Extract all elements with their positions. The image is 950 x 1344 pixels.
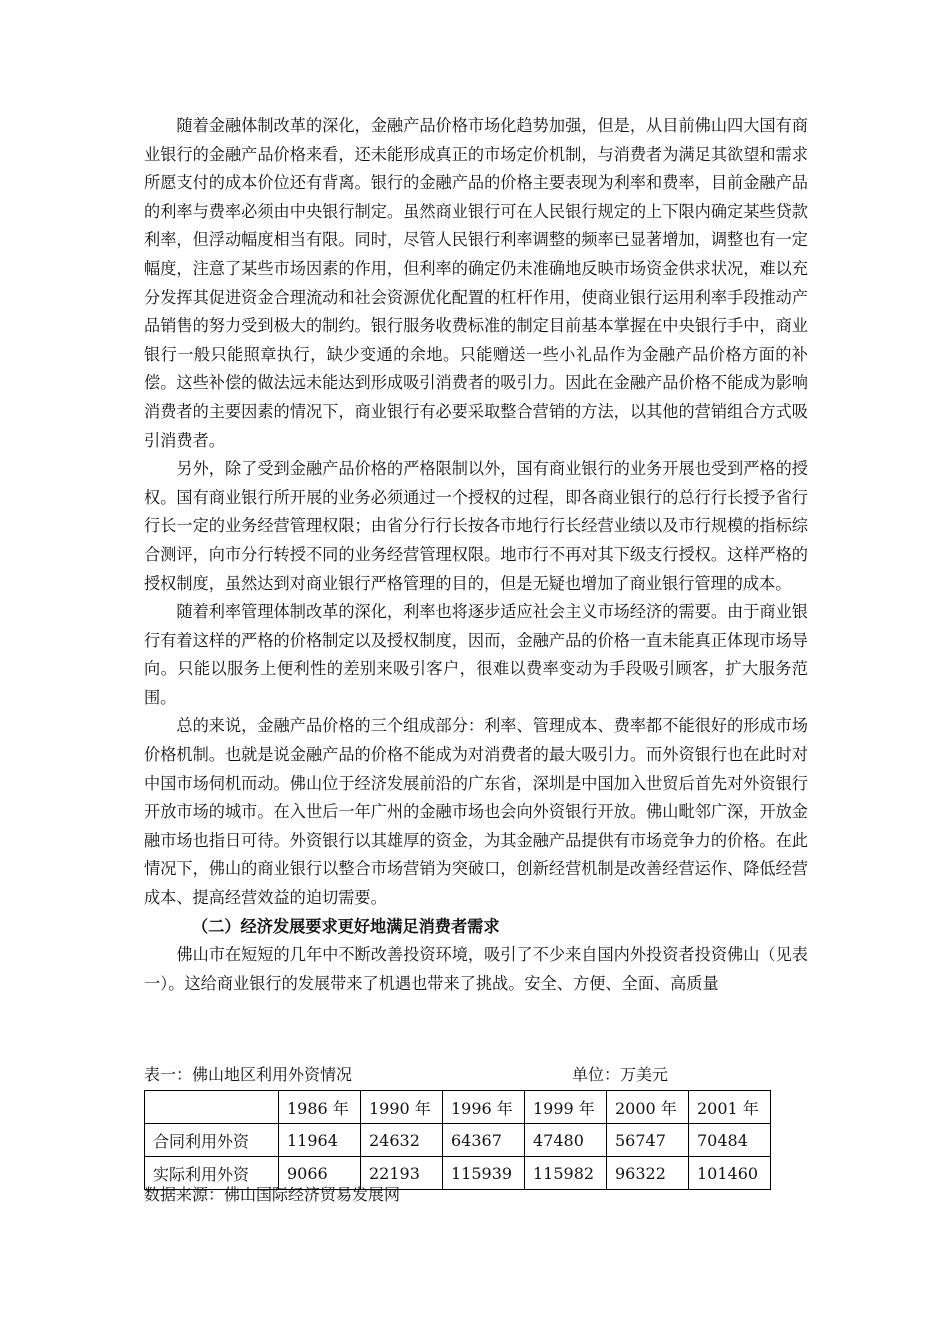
- table-header-cell: 1996 年: [443, 1091, 525, 1124]
- table-unit: 单位：万美元: [572, 1065, 669, 1084]
- table-cell: 9066: [279, 1157, 361, 1190]
- paragraph-3: 随着利率管理体制改革的深化，利率也将逐步适应社会主义市场经济的需要。由于商业银行有着这样的严格的价格制定以及授权制度，因而，金融产品的价格一直未能真正体现市场导向。只能以服务上便利性的差别来吸引客户，很难以费率变动为手段吸引顾客，扩大服务范围。: [144, 602, 808, 707]
- table-cell: 115939: [443, 1157, 525, 1190]
- table-header-cell: 2000 年: [607, 1091, 689, 1124]
- table-header-cell: [145, 1091, 279, 1124]
- table-cell: 70484: [689, 1124, 771, 1157]
- table-cell: 56747: [607, 1124, 689, 1157]
- table-cell: 24632: [361, 1124, 443, 1157]
- table-cell: 实际利用外资: [145, 1157, 279, 1190]
- table-header-row: [145, 1091, 771, 1124]
- table-header-cell: 1990 年: [361, 1091, 443, 1124]
- table-row: [145, 1124, 771, 1157]
- table-cell: 101460: [689, 1157, 771, 1190]
- table-cell: 115982: [525, 1157, 607, 1190]
- table-cell: 64367: [443, 1124, 525, 1157]
- paragraph-5: 佛山市在短短的几年中不断改善投资环境，吸引了不少来自国内外投资者投资佛山（见表一）。这给商业银行的发展带来了机遇也带来了挑战。安全、方便、全面、高质量: [144, 945, 808, 993]
- table-header-cell: 2001 年: [689, 1091, 771, 1124]
- table-source: 数据来源：佛山国际经济贸易发展网: [144, 1185, 401, 1204]
- table-cell: 22193: [361, 1157, 443, 1190]
- table-header-cell: 1986 年: [279, 1091, 361, 1124]
- paragraph-4: 总的来说，金融产品价格的三个组成部分：利率、管理成本、费率都不能很好的形成市场价格机制。也就是说金融产品的价格不能成为对消费者的最大吸引力。而外资银行也在此时对中国市场伺机而动。佛山位于经济发展前沿的广东省，深圳是中国加入世贸后首先对外资银行开放市场的城市。在入世后一年广州的金融市场也会向外资银行开放。佛山毗邻广深，开放金融市场也指日可待。外资银行以其雄厚的资金，为其金融产品提供有市场竞争力的价格。在此情况下，佛山的商业银行以整合市场营销为突破口，创新经营机制是改善经营运作、降低经营成本、提高经营效益的迫切需要。: [144, 716, 808, 908]
- foreign-investment-table: [144, 1090, 771, 1190]
- table-cell: 11964: [279, 1124, 361, 1157]
- table-cell: 96322: [607, 1157, 689, 1190]
- body-text: [144, 112, 808, 998]
- table-header-cell: 1999 年: [525, 1091, 607, 1124]
- section-heading: （二）经济发展要求更好地满足消费者需求: [192, 916, 500, 936]
- table-cell: 47480: [525, 1124, 607, 1157]
- paragraph-1: 随着金融体制改革的深化，金融产品价格市场化趋势加强，但是，从目前佛山四大国有商业银行的金融产品价格来看，还未能形成真正的市场定价机制，与消费者为满足其欲望和需求所愿支付的成本价位还有背离。银行的金融产品的价格主要表现为利率和费率，目前金融产品的利率与费率必须由中央银行制定。虽然商业银行可在人民银行规定的上下限内确定某些贷款利率，但浮动幅度相当有限。同时，尽管人民银行利率调整的频率已显著增加，调整也有一定幅度，注意了某些市场因素的作用，但利率的确定仍未准确地反映市场资金供求状况，难以充分发挥其促进资金合理流动和社会资源优化配置的杠杆作用，使商业银行运用利率手段推动产品销售的努力受到极大的制约。银行服务收费标准的制定目前基本掌握在中央银行手中，商业银行一般只能照章执行，缺少变通的余地。只能赠送一些小礼品作为金融产品价格方面的补偿。这些补偿的做法远未能达到形成吸引消费者的吸引力。因此在金融产品价格不能成为影响消费者的主要因素的情况下，商业银行有必要采取整合营销的方法，以其他的营销组合方式吸引消费者。: [144, 116, 808, 450]
- table-caption: 表一：佛山地区利用外资情况: [144, 1065, 353, 1084]
- table-cell: 合同利用外资: [145, 1124, 279, 1157]
- paragraph-2: 另外，除了受到金融产品价格的严格限制以外，国有商业银行的业务开展也受到严格的授权。国有商业银行所开展的业务必须通过一个授权的过程，即各商业银行的总行行长授予省行行长一定的业务经营管理权限；由省分行行长按各市地行行长经营业绩以及市行规模的指标综合测评，向市分行转授不同的业务经营管理权限。地市行不再对其下级支行授权。这样严格的授权制度，虽然达到对商业银行严格管理的目的，但是无疑也增加了商业银行管理的成本。: [144, 459, 808, 593]
